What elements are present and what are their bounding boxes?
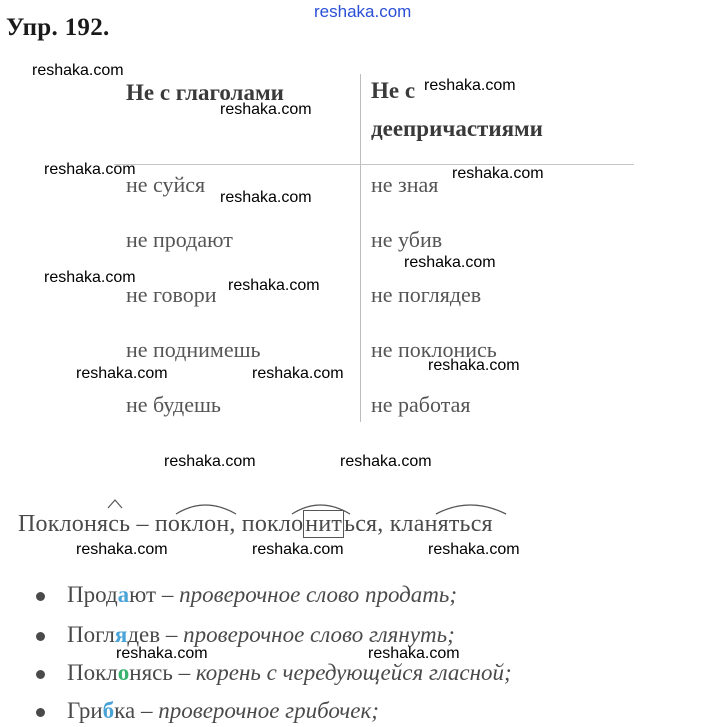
list-item [36, 582, 457, 608]
word-klanyatsya: кланяться [383, 511, 493, 537]
checked-vowel: я [114, 622, 128, 647]
ending-box: нит [305, 511, 343, 537]
watermark: reshaka.com [164, 453, 256, 470]
word-part: ют – [129, 582, 180, 607]
watermark: reshaka.com [220, 101, 312, 118]
bullet-icon [36, 670, 45, 679]
word-part: Прод [67, 582, 118, 607]
word-part: ка – [114, 698, 159, 723]
verb-cell: не будешь [126, 392, 221, 417]
column-header-verbs: Не с глаголами [126, 80, 284, 105]
watermark: reshaka.com [424, 77, 516, 94]
watermark: reshaka.com [116, 645, 208, 662]
checked-consonant: б [102, 698, 115, 723]
watermark: reshaka.com [44, 269, 136, 286]
column-header-participles-line2: деепричастиями [371, 116, 543, 141]
suffix-mark-icon [108, 500, 122, 508]
word-poklonyas: Поклонясь [18, 511, 131, 537]
word-part: нясь – [129, 660, 196, 685]
column-header-participles-line1: Не с [371, 78, 416, 103]
participle-cell: не поклонись [371, 337, 497, 362]
verb-cell: не продают [126, 227, 233, 252]
verb-cell: не суйся [126, 172, 206, 197]
watermark: reshaka.com [228, 277, 320, 294]
morphemic-analysis-line [18, 510, 493, 538]
word-part: Покл [67, 660, 118, 685]
word-poklonitsya-start: покло [235, 511, 304, 537]
word-part: Гри [67, 698, 103, 723]
bullet-icon [36, 632, 45, 641]
watermark: reshaka.com [44, 161, 136, 178]
participle-cell: не зная [371, 172, 439, 197]
participle-cell: не поглядев [371, 282, 482, 307]
checked-vowel: а [117, 582, 130, 607]
watermark: reshaka.com [252, 365, 344, 382]
watermark: reshaka.com [452, 165, 544, 182]
watermark: reshaka.com [76, 541, 168, 558]
site-watermark-top[interactable]: reshaka.com [314, 2, 412, 21]
word-poklonitsya-end: ься, [344, 511, 384, 537]
exercise-title: Упр. 192. [6, 14, 110, 41]
list-item [36, 660, 512, 686]
word-part: дев – [127, 622, 184, 647]
list-item [36, 698, 379, 724]
watermark: reshaka.com [428, 541, 520, 558]
watermark: reshaka.com [404, 254, 496, 271]
verb-cell: не поднимешь [126, 337, 261, 362]
watermark: reshaka.com [76, 365, 168, 382]
dash: – [130, 511, 155, 537]
bullet-icon [36, 592, 45, 601]
watermark: reshaka.com [340, 453, 432, 470]
word-part: Погл [67, 622, 115, 647]
watermark: reshaka.com [220, 189, 312, 206]
explanation-note: проверочное грибочек; [158, 698, 379, 723]
bullet-icon [36, 708, 45, 717]
checked-vowel: о [117, 660, 130, 685]
watermark: reshaka.com [428, 357, 520, 374]
explanation-note: проверочное слово глянуть; [183, 622, 455, 647]
verb-cell: не говори [126, 282, 217, 307]
explanation-note: проверочное слово продать; [179, 582, 458, 607]
watermark: reshaka.com [368, 645, 460, 662]
watermark: reshaka.com [32, 62, 124, 79]
participle-cell: не убив [371, 227, 443, 252]
word-poklon: поклон, [154, 511, 236, 537]
participle-cell: не работая [371, 392, 471, 417]
watermark: reshaka.com [252, 541, 344, 558]
explanation-note: корень с чередующейся гласной; [195, 660, 512, 685]
